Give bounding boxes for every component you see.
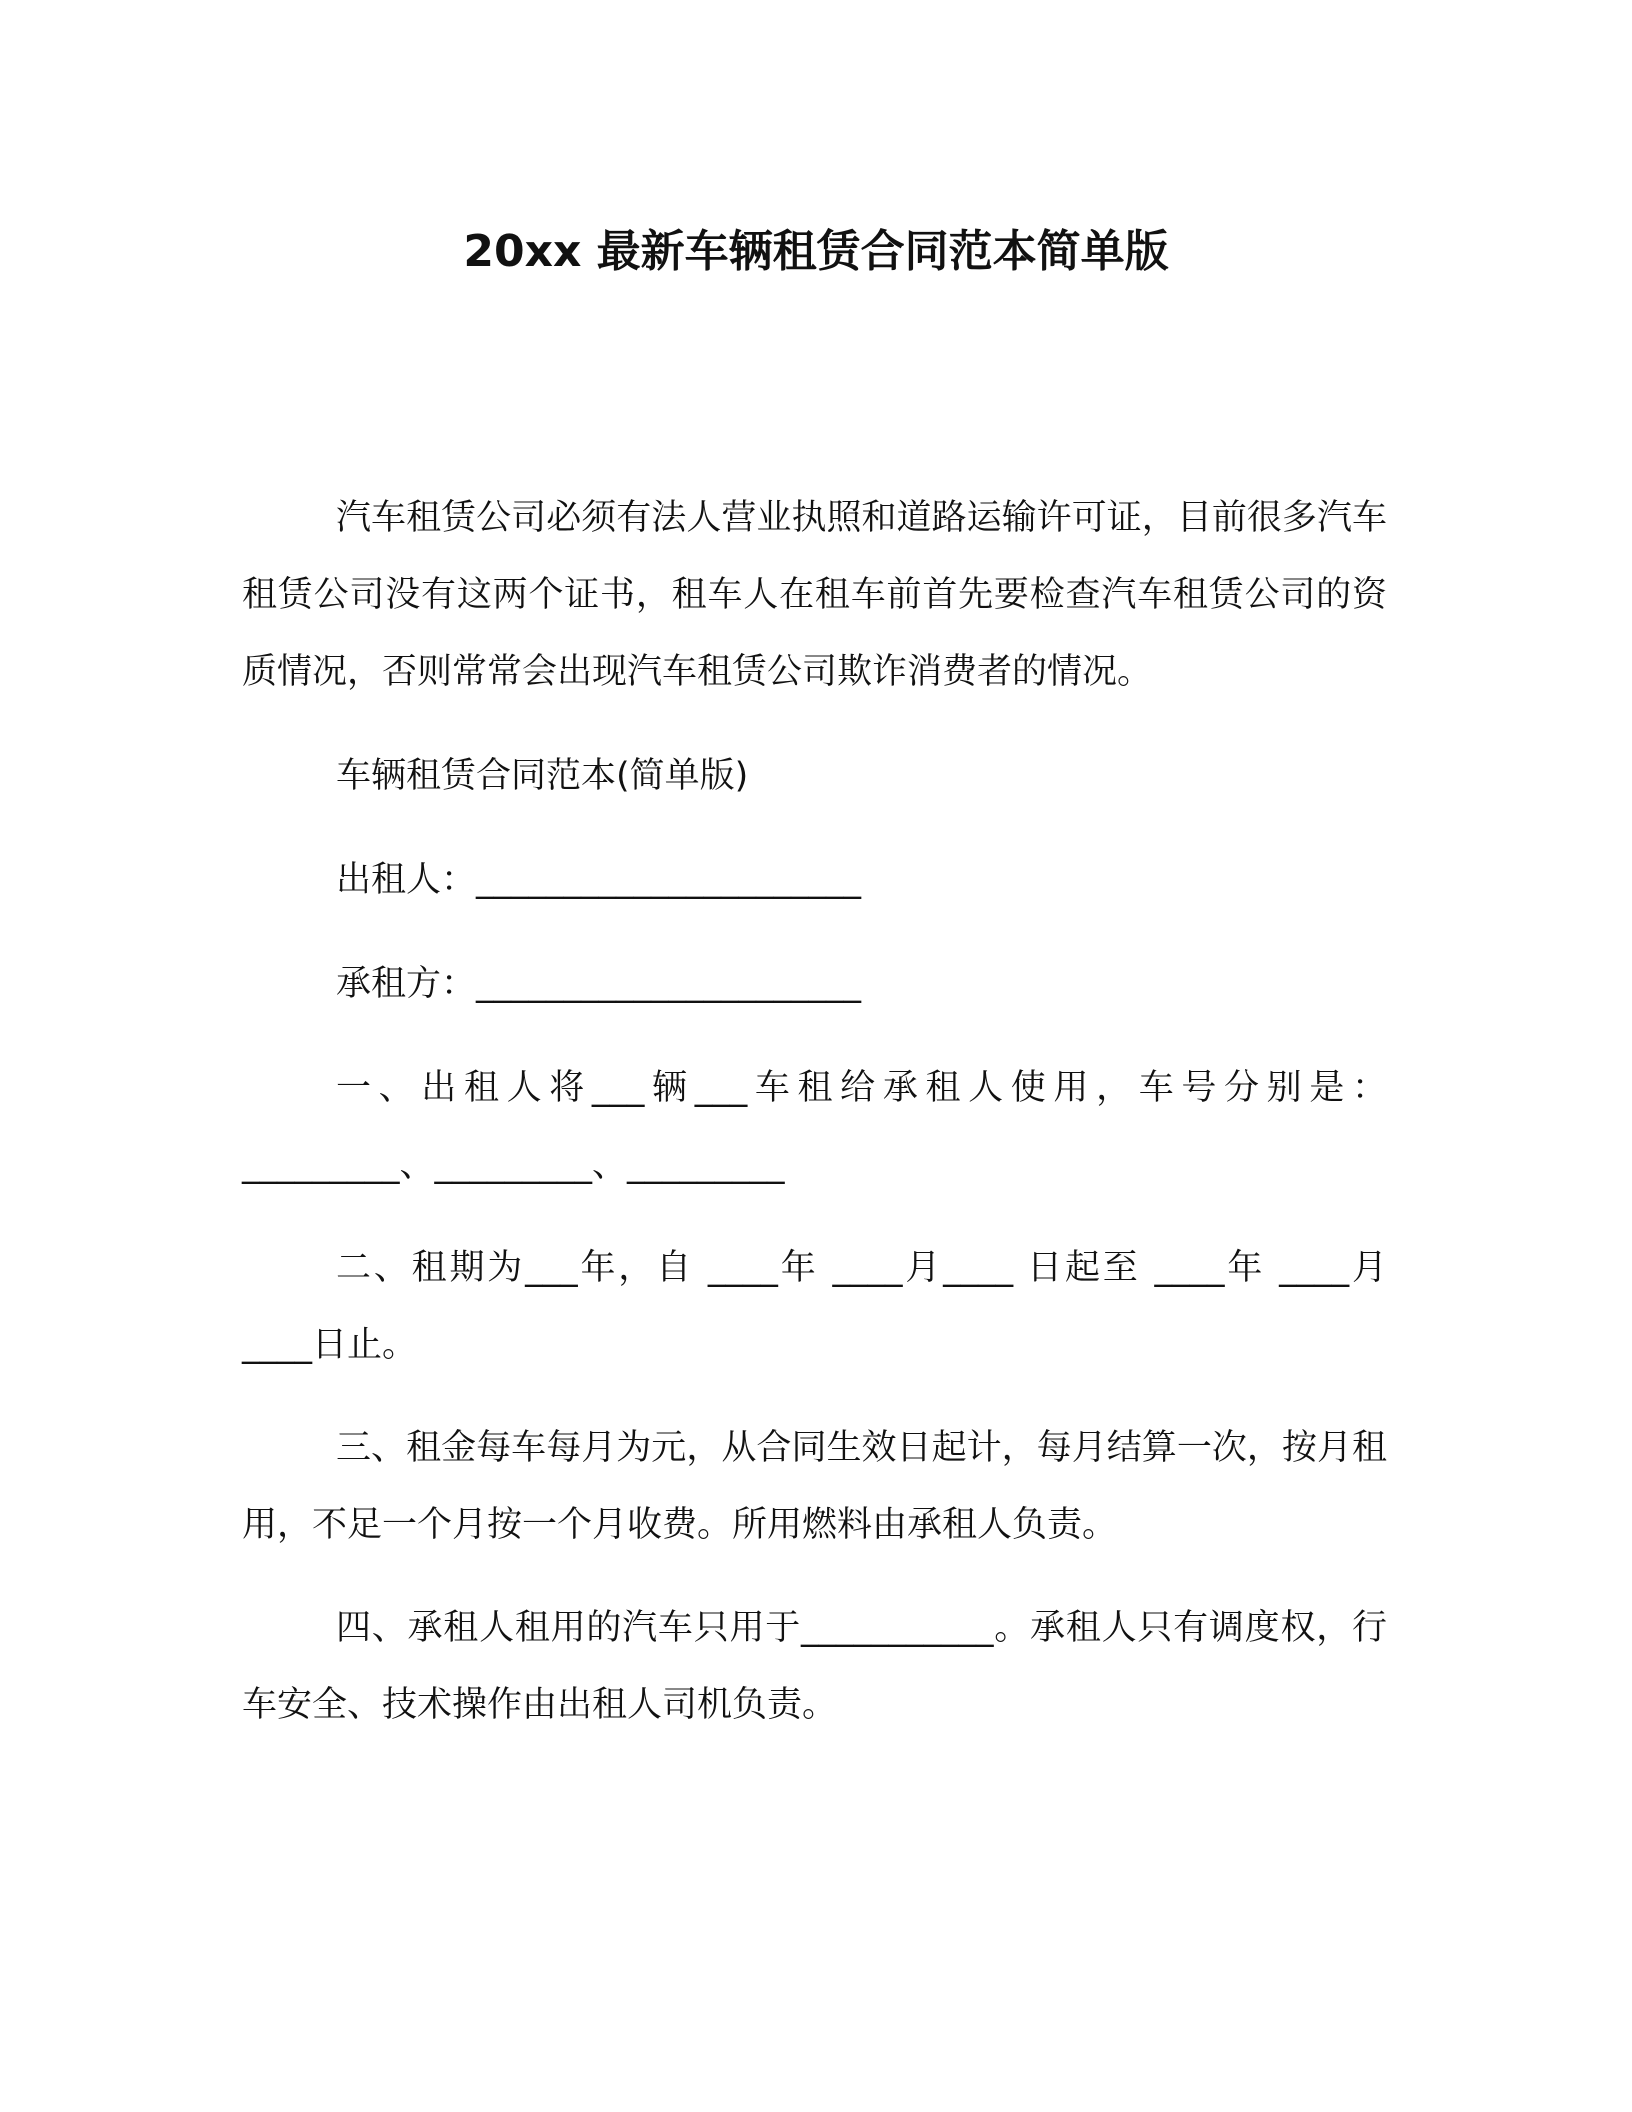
clause-4: 四、承租人租用的汽车只用于___________。承租人只有调度权，行车安全、技术操作由出租人司机负责。 bbox=[242, 1608, 1387, 1725]
lessee-field: 承租方：______________________ bbox=[336, 964, 862, 1004]
clause-1: 一、出租人将___辆___车租给承租人使用，车号分别是：_________、_________、_________ bbox=[242, 1068, 1387, 1185]
intro-paragraph: 汽车租赁公司必须有法人营业执照和道路运输许可证，目前很多汽车租赁公司没有这两个证书，租车人在租车前首先要检查汽车租赁公司的资质情况，否则常常会出现汽车租赁公司欺诈消费者的情况。 bbox=[242, 498, 1387, 692]
document-title: 20xx 最新车辆租赁合同范本简单版 bbox=[463, 226, 1169, 277]
clause-3: 三、租金每车每月为元，从合同生效日起计，每月结算一次，按月租用，不足一个月按一个月收费。所用燃料由承租人负责。 bbox=[242, 1428, 1387, 1545]
contract-subtitle: 车辆租赁合同范本(简单版) bbox=[336, 756, 749, 796]
clause-2: 二、租期为___年，自 ____年 ____月____ 日起至 ____年 ____月 ____日止。 bbox=[242, 1248, 1387, 1365]
lessor-field: 出租人：______________________ bbox=[336, 860, 862, 900]
